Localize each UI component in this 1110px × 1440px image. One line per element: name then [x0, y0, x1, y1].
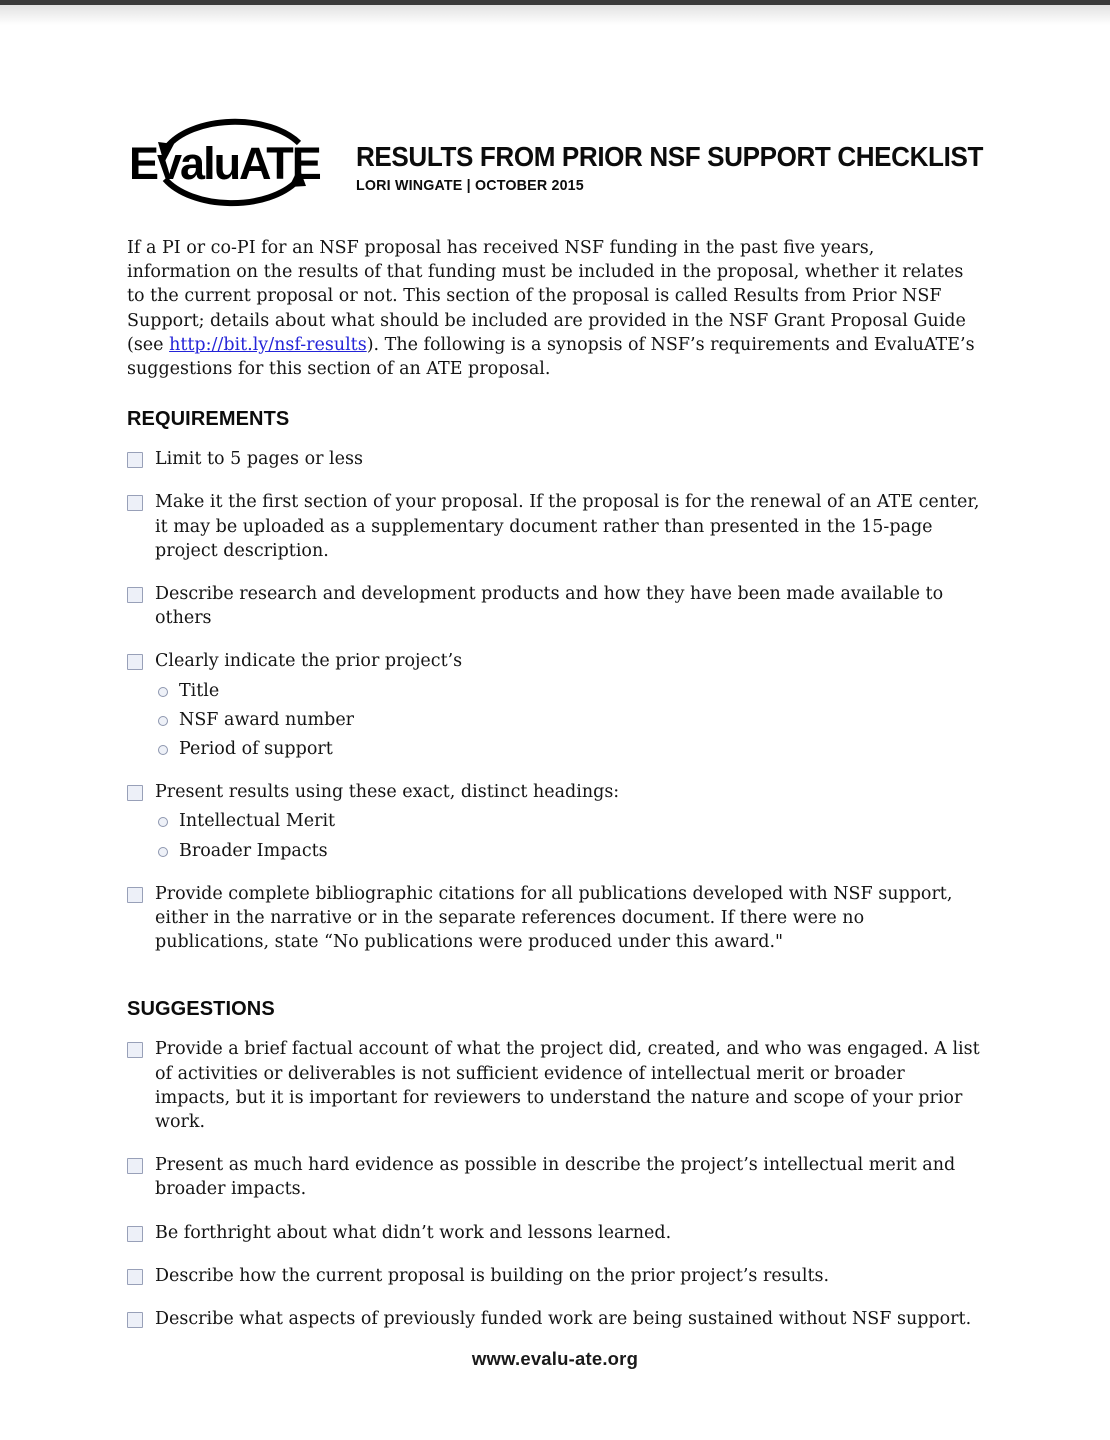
checklist-item-text: Provide a brief factual account of what the project did, created, and who was engaged. A list of activities or deliverables is not sufficient evidence of intellectual merit or broader impacts, but it is important for reviewers to understand the nature and scope of your prior work.: [155, 1039, 980, 1133]
checklist-item: [127, 490, 982, 563]
checklist-item: [127, 1037, 982, 1134]
checklist-item-text: Present results using these exact, distinct headings:: [155, 782, 620, 803]
checkbox-icon: [127, 785, 143, 801]
checkbox-icon: [127, 452, 143, 468]
sublist: [158, 679, 982, 762]
bullet-circle-icon: [158, 745, 168, 755]
sublist-item: [158, 809, 982, 833]
checklist-item: [127, 1307, 982, 1331]
logo-wordmark: EvaluATE: [129, 137, 320, 189]
sublist-item: [158, 737, 982, 761]
top-shadow: [0, 5, 1110, 25]
page-title: RESULTS FROM PRIOR NSF SUPPORT CHECKLIST: [356, 141, 983, 172]
checklist-item-text: Describe what aspects of previously funded work are being sustained without NSF support.: [155, 1309, 972, 1330]
sublist: [158, 809, 982, 862]
checklist-item: [127, 1221, 982, 1245]
sublist-item: [158, 679, 982, 703]
checkbox-icon: [127, 654, 143, 670]
checklist-item-text: Be forthright about what didn’t work and lessons learned.: [155, 1222, 672, 1243]
section-requirements: [127, 408, 982, 954]
bullet-circle-icon: [158, 817, 168, 827]
checkbox-icon: [127, 587, 143, 603]
checkbox-icon: [127, 495, 143, 511]
checklist-item: [127, 582, 982, 630]
checklist-item-text: Make it the first section of your proposal. If the proposal is for the renewal of an ATE center, it may be uploaded as a supplementary document rather than presented in the 15-page project description.: [155, 492, 980, 561]
checklist-item: [127, 882, 982, 955]
document-header: [127, 117, 982, 212]
sublist-item: [158, 839, 982, 863]
checkbox-icon: [127, 1312, 143, 1328]
checklist-item: [127, 1264, 982, 1288]
checkbox-icon: [127, 1042, 143, 1058]
nsf-results-link[interactable]: http://bit.ly/nsf-results: [169, 334, 367, 355]
sublist-item-text: NSF award number: [179, 709, 355, 730]
page-subtitle: LORI WINGATE | OCTOBER 2015: [356, 177, 584, 194]
checklist-item-text: Describe research and development products and how they have been made available to others: [155, 584, 944, 629]
sublist-item-text: Intellectual Merit: [179, 811, 336, 832]
bullet-circle-icon: [158, 716, 168, 726]
checkbox-icon: [127, 1158, 143, 1174]
section-heading-suggestions: SUGGESTIONS: [127, 998, 275, 1021]
checklist-item: [127, 447, 982, 471]
bullet-circle-icon: [158, 847, 168, 857]
evaluate-logo: [127, 117, 342, 212]
sublist-item-text: Title: [179, 680, 220, 701]
checkbox-icon: [127, 887, 143, 903]
sublist-item-text: Period of support: [179, 739, 333, 760]
intro-text-before-link: If a PI or co-PI for an NSF proposal has received NSF funding in the past five years, information on the results of that funding must be included in the proposal, whether it relates to the current proposal or not. This section of the proposal is called Results from Prior NSF Support; details about what should be included are provided in the NSF Grant Proposal Guide (see: [127, 238, 966, 355]
checklist-item-text: Describe how the current proposal is building on the prior project’s results.: [155, 1265, 830, 1286]
checklist-item-text: Present as much hard evidence as possible in describe the project’s intellectual merit and broader impacts.: [155, 1155, 956, 1200]
checklist-item: [127, 649, 982, 761]
checkbox-icon: [127, 1226, 143, 1242]
intro-paragraph: [127, 236, 982, 381]
bullet-circle-icon: [158, 687, 168, 697]
footer-url: www.evalu-ate.org: [471, 1348, 639, 1369]
checklist-item-text: Limit to 5 pages or less: [155, 449, 363, 470]
section-heading-requirements: REQUIREMENTS: [127, 408, 290, 431]
section-suggestions: [127, 998, 982, 1331]
checklist-item: [127, 780, 982, 863]
sublist-item-text: Broader Impacts: [179, 840, 328, 861]
checkbox-icon: [127, 1269, 143, 1285]
checklist-item: [127, 1153, 982, 1201]
checklist-item-text: Provide complete bibliographic citations for all publications developed with NSF support, either in the narrative or in the separate references document. If there were no publications, state “No publications were produced under this award.": [155, 883, 953, 953]
intro-text-after-link: ). The following is a synopsis of NSF’s requirements and EvaluATE’s suggestions for this section of an ATE proposal.: [127, 334, 975, 380]
document-page: [0, 25, 1110, 1331]
title-block: [356, 135, 1030, 194]
checklist-item-text: Clearly indicate the prior project’s: [155, 651, 463, 672]
sublist-item: [158, 708, 982, 732]
